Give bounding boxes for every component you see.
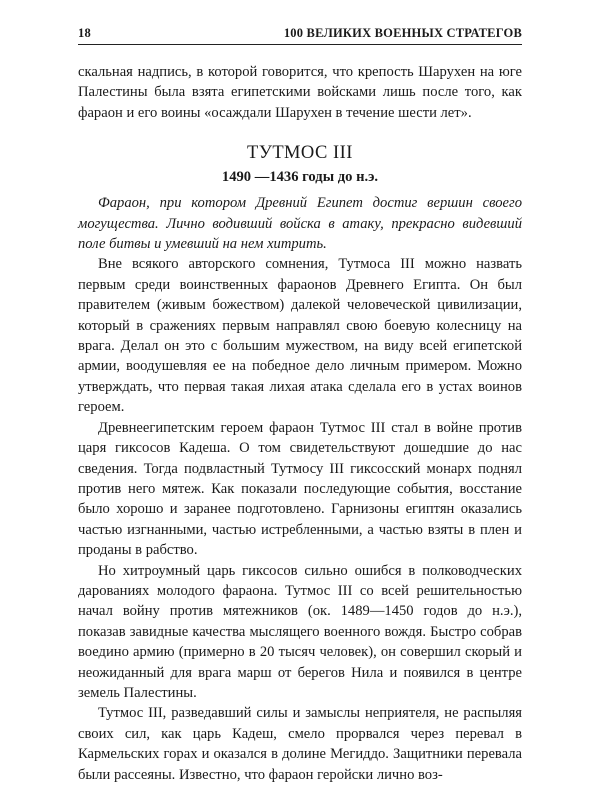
paragraph-3: Но хитроумный царь гиксосов сильно ошибся в полководческих дарованиях молодого фараона. Тутмос III со всей решительностью начал войну против мятежников (ок. 1489—1450 годов до н.э.), показав завидные качества мыслящего военного вождя. Быстро собрав воедино армию (примерно в 20 тысяч человек), он совершил скорый и неожиданный для врага марш от берегов Нила и появился в центре земель Палестины.	[78, 562, 522, 701]
chapter-title: ТУТМОС III	[247, 143, 353, 164]
paragraph-1: Вне всякого авторского сомнения, Тутмоса III можно назвать первым среди воинственных фараонов Древнего Египта. Он был правителем (живым божеством) далекой человеческой цивилизации, который в сражениях первым направлял свою боевую колесницу на врага. Делал он это с большим мужеством, на виду всей египетской армии, воодушевляя ее на победное дело личным примером. Можно утверждать, что первая такая лихая атака сделала его в устах воинов героем.	[78, 256, 522, 416]
paragraph-4: Тутмос III, разведавший силы и замыслы неприятеля, не распыляя своих сил, как царь Кадеш, смело прорвался через перевал в Кармельских горах и оказался в долине Мегиддо. Защитники перевала были рассеяны. Известно, что фараон геройски лично воз-	[78, 705, 522, 783]
page-number: 18	[78, 26, 91, 40]
body-text	[78, 62, 522, 785]
book-title: 100 ВЕЛИКИХ ВОЕННЫХ СТРАТЕГОВ	[283, 26, 522, 40]
paragraph-2: Древнеегипетским героем фараон Тутмос III стал в войне против царя гиксосов Кадеша. О том свидетельствуют дошедшие до нас сведения. Тогда подвластный Тутмосу III гиксосский монарх поднял против него мятеж. Как показали последующие события, восстание было хорошо и заранее подготовлено. Гарнизоны египтян оказались частью изгнанными, частью истребленными, а частью взяты в плен и проданы в рабство.	[78, 419, 522, 559]
chapter-dates: 1490 —1436 годы до н.э.	[221, 169, 379, 186]
running-head	[78, 21, 522, 41]
book-page	[78, 0, 522, 783]
intro-paragraph: скальная надпись, в которой говорится, что крепость Шарухен на юге Палестины была взята египетскими войсками лишь после того, как фараон и его воины «осаждали Шарухен в течение шести лет».	[78, 64, 522, 121]
header-rule	[78, 44, 522, 45]
epigraph: Фараон, при котором Древний Египет достиг вершин своего могущества. Лично водивший войска в атаку, прекрасно видевший поле битвы и умевший на нем хитрить.	[78, 195, 522, 253]
